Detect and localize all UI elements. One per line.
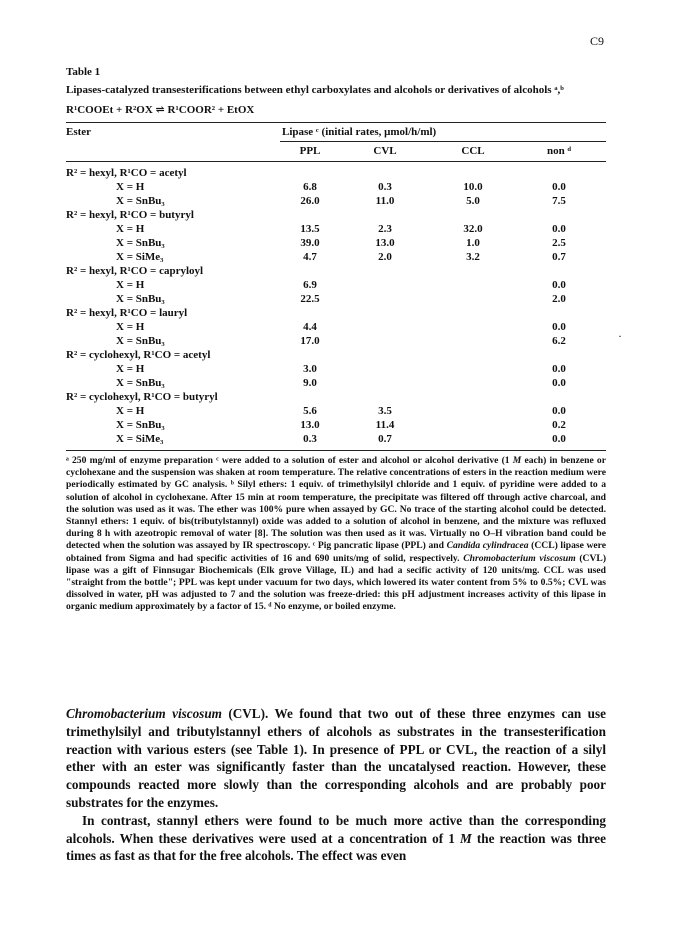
section-title: R² = cyclohexyl, R¹CO = butyryl <box>66 391 218 403</box>
header-ppl: PPL <box>299 145 321 157</box>
cell-ppl: 4.7 <box>303 251 317 263</box>
cell-ppl: 9.0 <box>303 377 317 389</box>
cell-ppl: 13.5 <box>300 223 320 235</box>
reaction-equation: R¹COOEt + R²OX ⇌ R¹COOR² + EtOX <box>66 104 255 116</box>
table-footnotes <box>66 455 606 614</box>
cell-non: 7.5 <box>552 195 566 207</box>
paragraph <box>66 812 606 865</box>
cell-cvl: 0.7 <box>378 433 392 445</box>
footnote-text: (CCL) lipase were obtained from Sigma and had specific activities of 16 and 690 units/mg of solid, respectively. <box>66 540 607 564</box>
cell-ppl: 6.8 <box>303 181 317 193</box>
cell-non: 0.0 <box>552 405 566 417</box>
paragraph <box>66 705 606 812</box>
table-row <box>0 237 680 251</box>
cell-ppl: 4.4 <box>303 321 317 333</box>
table-bottom-rule <box>66 450 606 451</box>
table-row <box>0 321 680 335</box>
cell-ppl: 22.5 <box>300 293 320 305</box>
cell-non: 0.0 <box>552 279 566 291</box>
body-text <box>66 705 606 865</box>
table-row <box>0 433 680 447</box>
row-x: X = SiMe₃ <box>116 433 164 445</box>
table-row <box>0 293 680 307</box>
molar-unit: M <box>459 830 472 846</box>
paragraph-text: the reaction was three times as fast as that for the free alcohols. The effect was even <box>66 830 606 864</box>
margin-mark: · <box>618 329 622 343</box>
cell-ppl: 5.6 <box>303 405 317 417</box>
cell-non: 6.2 <box>552 335 566 347</box>
table-row <box>0 195 680 209</box>
section-title: R² = hexyl, R¹CO = lauryl <box>66 307 188 319</box>
table-row <box>0 223 680 237</box>
row-x: X = SnBu₃ <box>116 195 165 207</box>
section-title: R² = hexyl, R¹CO = butyryl <box>66 209 194 221</box>
row-x: X = H <box>116 321 145 333</box>
section-title: R² = cyclohexyl, R¹CO = acetyl <box>66 349 211 361</box>
cell-ppl: 17.0 <box>300 335 320 347</box>
cell-ccl: 3.2 <box>466 251 480 263</box>
species-name: Chromobacterium viscosum <box>66 706 222 721</box>
cell-non: 0.0 <box>552 377 566 389</box>
cell-ccl: 1.0 <box>466 237 480 249</box>
paragraph-text: (CVL). We found that two out of these three enzymes can use trimethylsilyl and tributylstannyl ethers of alcohols as substrates in the transesterification reaction with various esters (see Table 1). In presence of PPL or CVL, the reaction of a silyl ether with an ester was significantly faster than the uncatalysed reaction. However, these compounds reacted more slowly than the corresponding alcohols and are probably poor substrates for the enzymes. <box>66 706 606 810</box>
table-row <box>0 377 680 391</box>
row-x: X = SnBu₃ <box>116 293 165 305</box>
cell-ppl: 0.3 <box>303 433 317 445</box>
cell-non: 2.0 <box>552 293 566 305</box>
cell-non: 2.5 <box>552 237 566 249</box>
row-x: X = H <box>116 363 145 375</box>
header-cvl: CVL <box>373 145 397 157</box>
row-x: X = SnBu₃ <box>116 419 165 431</box>
cell-cvl: 13.0 <box>375 237 395 249</box>
cell-ppl: 13.0 <box>300 419 320 431</box>
cell-cvl: 0.3 <box>378 181 392 193</box>
table-caption: Lipases-catalyzed transesterifications between ethyl carboxylates and alcohols or derivatives of alcohols ᵃ,ᵇ <box>66 84 564 96</box>
cell-ppl: 26.0 <box>300 195 320 207</box>
header-ccl: CCL <box>461 145 485 157</box>
table-row <box>0 419 680 433</box>
table-label: Table 1 <box>66 66 101 78</box>
cell-cvl: 11.4 <box>375 419 395 431</box>
cell-cvl: 3.5 <box>378 405 392 417</box>
cell-ppl: 3.0 <box>303 363 317 375</box>
table-row <box>0 279 680 293</box>
cell-cvl: 11.0 <box>375 195 395 207</box>
cell-non: 0.0 <box>552 433 566 445</box>
cell-ppl: 6.9 <box>303 279 317 291</box>
footnote-chromobacterium: Chromobacterium viscosum <box>463 552 576 564</box>
table-row <box>0 251 680 265</box>
row-x: X = H <box>116 279 145 291</box>
footnote-a-mark: ᵃ <box>66 455 69 466</box>
cell-non: 0.0 <box>552 363 566 375</box>
header-bottom-rule <box>66 161 606 162</box>
paragraph-text: In contrast, stannyl ethers were found to be much more active than the corresponding alcohols. When these derivatives were used at a concentration of 1 <box>66 812 606 846</box>
cell-ccl: 10.0 <box>463 181 483 193</box>
cell-cvl: 2.3 <box>378 223 392 235</box>
cell-non: 0.0 <box>552 181 566 193</box>
row-x: X = SnBu₃ <box>116 237 165 249</box>
row-x: X = SiMe₃ <box>116 251 164 263</box>
cell-non: 0.2 <box>552 419 566 431</box>
page-number: C9 <box>590 34 605 48</box>
row-x: X = H <box>116 223 145 235</box>
footnote-molar: M <box>512 455 522 466</box>
header-sub-rule <box>280 141 606 142</box>
row-x: X = H <box>116 405 145 417</box>
row-x: X = H <box>116 181 145 193</box>
row-x: X = SnBu₃ <box>116 335 165 347</box>
table-top-rule <box>66 122 606 123</box>
cell-ccl: 5.0 <box>466 195 480 207</box>
footnote-text: (CVL) lipase was a gift of Finnsugar Biochemicals (Elk grove Village, IL) and had a secific activity of 120 units/mg. CCL was used "straight from the bottle"; PPL was kept under vacuum for two days, which lowered its water content from 5% to 0.5%; CVL was dissolved in water, pH was adjusted to 7 and the solution was freeze-dried: this pH adjustment increases activity of this lipase in organic medium approximately by a factor of 15. ᵈ No enzyme, or boiled enzyme. <box>66 552 607 613</box>
footnote-text: each) in benzene or cyclohexane and the suspension was shaken at room temperature. The relative concentrations of esters in the reaction medium were periodically estimated by GC analysis. ᵇ Silyl ethers: 1 equiv. of trimethylsilyl chloride and 1 equiv. of pyridine were added to a solution of alcohol in cyclohexane. After 15 min at room temperature, the precipitate was filtered off through active charcoal, and the solution was used as it was. The ether was 100% pure when assayed by GC. No trace of the starting alcohol could be detected. Stannyl ethers: 1 equiv. of bis(tributylstannyl) oxide was added to a solution of alcohol in benzene, and the mixture was refluxed during 8 h with azeotropic removal of water [8]. The solution was then used as it was. Virtually no O–H vibration band could be detected when the solution was assayed by IR spectroscopy. ᶜ Pig pancratic lipase (PPL) and <box>66 455 606 552</box>
section-title: R² = hexyl, R¹CO = acetyl <box>66 167 187 179</box>
cell-ccl: 32.0 <box>463 223 483 235</box>
footnote-text: 250 mg/ml of enzyme preparation ᶜ were added to a solution of ester and alcohol or alcohol derivative (1 <box>68 455 513 466</box>
table-row <box>0 335 680 349</box>
cell-non: 0.0 <box>552 223 566 235</box>
header-non: non ᵈ <box>546 145 572 157</box>
cell-ppl: 39.0 <box>300 237 320 249</box>
footnote-candida: Candida cylindracea <box>446 540 529 552</box>
cell-cvl: 2.0 <box>378 251 392 263</box>
table-row <box>0 405 680 419</box>
table-row <box>0 181 680 195</box>
header-ester: Ester <box>66 126 92 138</box>
table-row <box>0 363 680 377</box>
section-title: R² = hexyl, R¹CO = capryloyl <box>66 265 204 277</box>
cell-non: 0.0 <box>552 321 566 333</box>
header-lipase: Lipase ᶜ (initial rates, μmol/h/ml) <box>282 126 437 138</box>
row-x: X = SnBu₃ <box>116 377 165 389</box>
cell-non: 0.7 <box>552 251 566 263</box>
